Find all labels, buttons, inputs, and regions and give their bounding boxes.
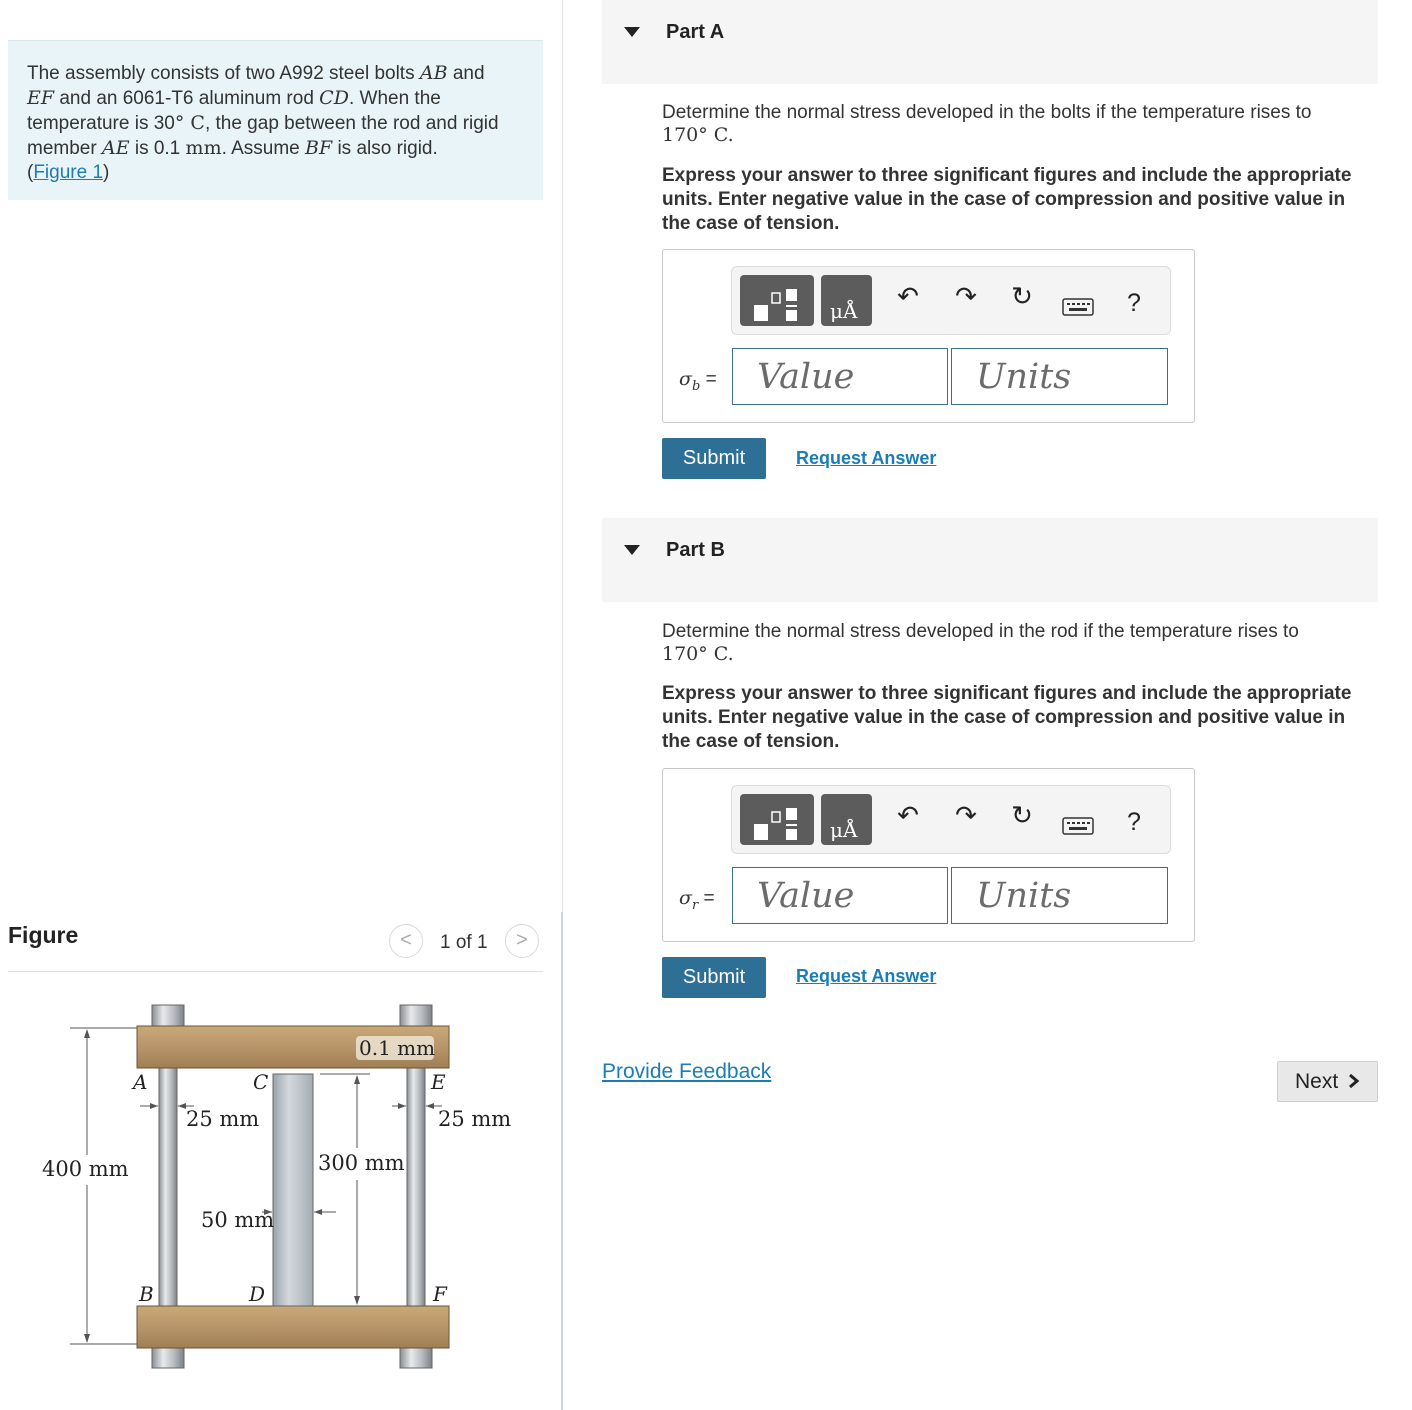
reset-icon[interactable]: ↻ (1011, 800, 1033, 830)
label-f: F (433, 1282, 447, 1306)
rod-length-label: 300 mm (318, 1151, 405, 1175)
units-icon: μÅ (830, 818, 858, 842)
problem-text: , the gap between the rod and rigid member (27, 113, 499, 159)
problem-text: is also rigid. (332, 138, 438, 159)
help-icon[interactable]: ? (1127, 808, 1141, 836)
math-toolbar (731, 266, 1171, 335)
value-input[interactable] (732, 348, 948, 405)
math-mm: mm (185, 137, 222, 159)
templates-button[interactable] (740, 275, 814, 326)
part-a-answer-box (662, 249, 1195, 423)
math-toolbar (731, 785, 1171, 854)
units-input[interactable] (951, 867, 1168, 924)
problem-text: . Assume (221, 138, 306, 159)
sigma-b-label (679, 368, 717, 394)
equals-sign: = (700, 369, 717, 390)
sigma-symbol: σ (679, 368, 692, 390)
help-icon[interactable]: ? (1127, 289, 1141, 317)
undo-icon[interactable]: ↶ (897, 281, 919, 311)
label-b: B (139, 1282, 154, 1306)
submit-button[interactable]: Submit (662, 957, 766, 998)
chevron-right-icon (1348, 1073, 1360, 1089)
units-icon: μÅ (830, 299, 858, 323)
rod-dia-label: 50 mm (201, 1208, 275, 1232)
problem-text: . When the temperature is 30 (27, 88, 441, 134)
part-a-header[interactable] (602, 0, 1378, 84)
part-b-instruction: Express your answer to three significant figures and include the appropriate units. Enter negative value in the case of compression and positive value in the case of tension. (662, 683, 1352, 752)
part-b-answer-box (662, 768, 1195, 942)
problem-text: and an 6061-T6 aluminum rod (54, 88, 320, 109)
problem-text: The assembly consists of two A992 steel bolts (27, 63, 420, 84)
undo-icon[interactable]: ↶ (897, 800, 919, 830)
math-ef: EF (27, 87, 55, 109)
sigma-subscript: r (691, 897, 699, 913)
gap-label: 0.1 mm (359, 1036, 436, 1060)
temperature-value: 170° C. (662, 124, 734, 146)
next-label: Next (1294, 1070, 1339, 1093)
label-d: D (249, 1282, 266, 1306)
part-a-instruction: Express your answer to three significant figures and include the appropriate units. Enter negative value in the case of compression and positive value in the case of tension. (662, 165, 1352, 234)
problem-statement (8, 40, 543, 200)
assembly-figure (0, 990, 545, 1380)
question-text: Determine the normal stress developed in the rod if the temperature rises to (662, 621, 1299, 642)
units-button[interactable] (821, 275, 872, 326)
column-divider (562, 0, 563, 912)
figure-title: Figure (8, 922, 79, 948)
part-b-header[interactable] (602, 518, 1378, 602)
templates-button[interactable] (740, 794, 814, 845)
paren: ( (27, 162, 34, 183)
keyboard-icon[interactable] (1062, 816, 1094, 836)
math-ae: AE (101, 137, 130, 159)
height-label: 400 mm (42, 1157, 129, 1181)
label-a: A (133, 1070, 148, 1094)
reset-icon[interactable]: ↻ (1011, 281, 1033, 311)
provide-feedback-link[interactable]: Provide Feedback (602, 1060, 772, 1083)
keyboard-icon[interactable] (1062, 297, 1094, 317)
math-ab: AB (419, 62, 448, 84)
part-b-question (662, 620, 1367, 666)
rigid-member-bf (137, 1306, 449, 1348)
submit-button[interactable]: Submit (662, 438, 766, 479)
figure-prev-button[interactable]: < (389, 924, 423, 958)
request-answer-link[interactable]: Request Answer (796, 966, 937, 986)
problem-text: and (447, 63, 485, 84)
units-input[interactable] (951, 348, 1168, 405)
height-dimension (70, 1028, 140, 1344)
figure-counter: 1 of 1 (440, 932, 488, 953)
sigma-subscript: b (691, 378, 701, 394)
label-c: C (253, 1070, 269, 1094)
sigma-symbol: σ (679, 887, 692, 909)
units-button[interactable] (821, 794, 872, 845)
part-b-title: Part B (666, 539, 725, 561)
figure-next-button[interactable]: > (505, 924, 539, 958)
column-divider (561, 912, 563, 1410)
part-a-title: Part A (666, 21, 725, 43)
redo-icon[interactable]: ↷ (955, 281, 977, 311)
next-button[interactable] (1277, 1061, 1378, 1102)
caret-down-icon[interactable] (624, 545, 640, 555)
redo-icon[interactable]: ↷ (955, 800, 977, 830)
bolt-dia-left-label: 25 mm (186, 1107, 260, 1131)
question-text: Determine the normal stress developed in the bolts if the temperature rises to (662, 102, 1312, 123)
label-e: E (431, 1070, 446, 1094)
part-a-question (662, 101, 1367, 147)
request-answer-link[interactable]: Request Answer (796, 448, 937, 468)
figure-divider (8, 971, 543, 972)
math-bf: BF (305, 137, 333, 159)
temperature-value: 170° C. (662, 643, 734, 665)
value-input[interactable] (732, 867, 948, 924)
templates-icon (740, 794, 814, 845)
math-cd: CD (319, 87, 349, 109)
bolt-dia-right-label: 25 mm (438, 1107, 512, 1131)
problem-text: is 0.1 (129, 138, 186, 159)
aluminum-rod-cd (273, 1074, 313, 1306)
rod-length-dimension (320, 1074, 370, 1306)
math-celsius: ° C (174, 112, 205, 134)
paren: ) (103, 162, 110, 183)
caret-down-icon[interactable] (624, 27, 640, 37)
equals-sign: = (698, 888, 715, 909)
templates-icon (740, 275, 814, 326)
sigma-r-label (679, 887, 715, 913)
figure-link[interactable]: Figure 1 (33, 162, 104, 183)
